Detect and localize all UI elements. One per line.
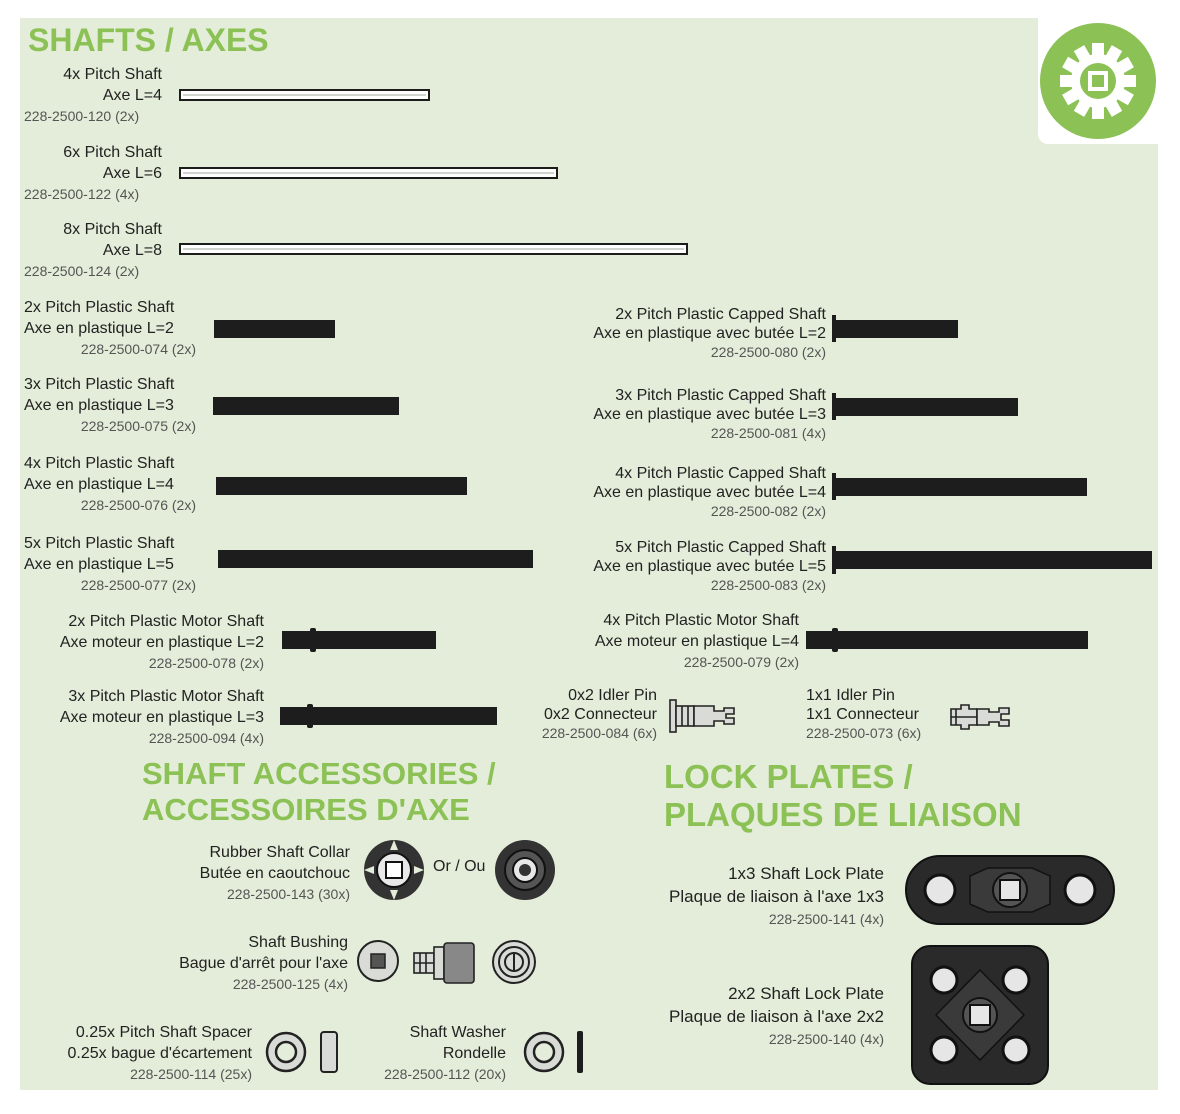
lock-plate-1x3-icon	[904, 854, 1116, 926]
motor-shaft-label: 4x Pitch Plastic Motor Shaft Axe moteur en plastique L=4 228-2500-079 (2x)	[594, 612, 799, 670]
plastic-shaft-label: 4x Pitch Plastic Shaft Axe en plastique L=4 228-2500-076 (2x)	[24, 455, 196, 513]
motor-shaft-label: 2x Pitch Plastic Motor Shaft Axe moteur en plastique L=2 228-2500-078 (2x)	[59, 613, 264, 671]
gear-logo	[1038, 18, 1158, 144]
spacer-label: 0.25x Pitch Shaft Spacer 0.25x bague d'écartement 228-2500-114 (25x)	[67, 1024, 252, 1082]
motor-shaft-ring	[307, 704, 313, 728]
motor-shaft-ring	[832, 628, 838, 652]
rubber-collar-alt-icon	[492, 838, 558, 902]
capped-shaft-5	[835, 551, 1152, 569]
plastic-shaft-label: 5x Pitch Plastic Shaft Axe en plastique L=5 228-2500-077 (2x)	[24, 535, 196, 593]
metal-shaft-label: 8x Pitch Shaft Axe L=8 228-2500-124 (2x)	[24, 221, 162, 279]
metal-shaft-label: 4x Pitch Shaft Axe L=4 228-2500-120 (2x)	[24, 66, 162, 124]
metal-shaft-label: 6x Pitch Shaft Axe L=6 228-2500-122 (4x)	[24, 144, 162, 202]
plastic-shaft-2	[214, 320, 335, 338]
idler-pin-label: 1x1 Idler Pin 1x1 Connecteur 228-2500-073 (6x)	[806, 687, 922, 741]
metal-shaft-6	[179, 167, 558, 179]
washer-label: Shaft Washer Rondelle 228-2500-112 (20x)	[384, 1024, 506, 1082]
bushing-back-icon	[491, 939, 537, 985]
heading-shafts: SHAFTS / AXES	[28, 22, 269, 58]
spacer-front-icon	[264, 1030, 308, 1074]
bushing-label: Shaft Bushing Bague d'arrêt pour l'axe 228-2500-125 (4x)	[179, 934, 348, 992]
rubber-collar-icon	[360, 838, 428, 902]
washer-side-icon	[577, 1031, 583, 1073]
plastic-shaft-5	[218, 550, 533, 568]
bushing-front-icon	[356, 939, 400, 983]
plastic-shaft-3	[213, 397, 399, 415]
capped-shaft-label: 4x Pitch Plastic Capped Shaft Axe en plastique avec butée L=4 228-2500-082 (2x)	[593, 465, 826, 519]
lock-plate-label: 1x3 Shaft Lock Plate Plaque de liaison à l'axe 1x3 228-2500-141 (4x)	[669, 864, 884, 927]
capped-shaft-2	[835, 320, 958, 338]
capped-shaft-label: 2x Pitch Plastic Capped Shaft Axe en plastique avec butée L=2 228-2500-080 (2x)	[593, 306, 826, 360]
motor-shaft-4	[806, 631, 1088, 649]
heading-accessories-fr: ACCESSOIRES D'AXE	[142, 792, 470, 827]
capped-shaft-label: 5x Pitch Plastic Capped Shaft Axe en plastique avec butée L=5 228-2500-083 (2x)	[593, 539, 826, 593]
washer-front-icon	[522, 1030, 566, 1074]
plastic-shaft-4	[216, 477, 467, 495]
bushing-side-icon	[412, 941, 478, 985]
plastic-shaft-label: 2x Pitch Plastic Shaft Axe en plastique L=2 228-2500-074 (2x)	[24, 299, 196, 357]
heading-lock-plates-en: LOCK PLATES /	[664, 758, 913, 795]
gear-logo-icon	[1038, 18, 1158, 144]
motor-shaft-label: 3x Pitch Plastic Motor Shaft Axe moteur en plastique L=3 228-2500-094 (4x)	[59, 688, 264, 746]
idler-pin-0x2-icon	[668, 698, 738, 734]
plastic-shaft-label: 3x Pitch Plastic Shaft Axe en plastique L=3 228-2500-075 (2x)	[24, 376, 196, 434]
idler-pin-label: 0x2 Idler Pin 0x2 Connecteur 228-2500-084 (6x)	[541, 687, 657, 741]
or-text: Or / Ou	[433, 858, 486, 875]
capped-shaft-4	[835, 478, 1087, 496]
metal-shaft-4	[179, 89, 430, 101]
motor-shaft-ring	[310, 628, 316, 652]
heading-lock-plates-fr: PLAQUES DE LIAISON	[664, 796, 1022, 833]
spacer-side-icon	[318, 1030, 340, 1074]
lock-plate-2x2-icon	[910, 944, 1050, 1086]
idler-pin-1x1-icon	[949, 703, 1013, 731]
collar-label: Rubber Shaft Collar Butée en caoutchouc 228-2500-143 (30x)	[199, 844, 350, 902]
heading-accessories-en: SHAFT ACCESSORIES /	[142, 756, 496, 791]
lock-plate-label: 2x2 Shaft Lock Plate Plaque de liaison à l'axe 2x2 228-2500-140 (4x)	[669, 984, 884, 1047]
capped-shaft-3	[835, 398, 1018, 416]
metal-shaft-8	[179, 243, 688, 255]
capped-shaft-label: 3x Pitch Plastic Capped Shaft Axe en plastique avec butée L=3 228-2500-081 (4x)	[593, 387, 826, 441]
motor-shaft-2	[282, 631, 436, 649]
